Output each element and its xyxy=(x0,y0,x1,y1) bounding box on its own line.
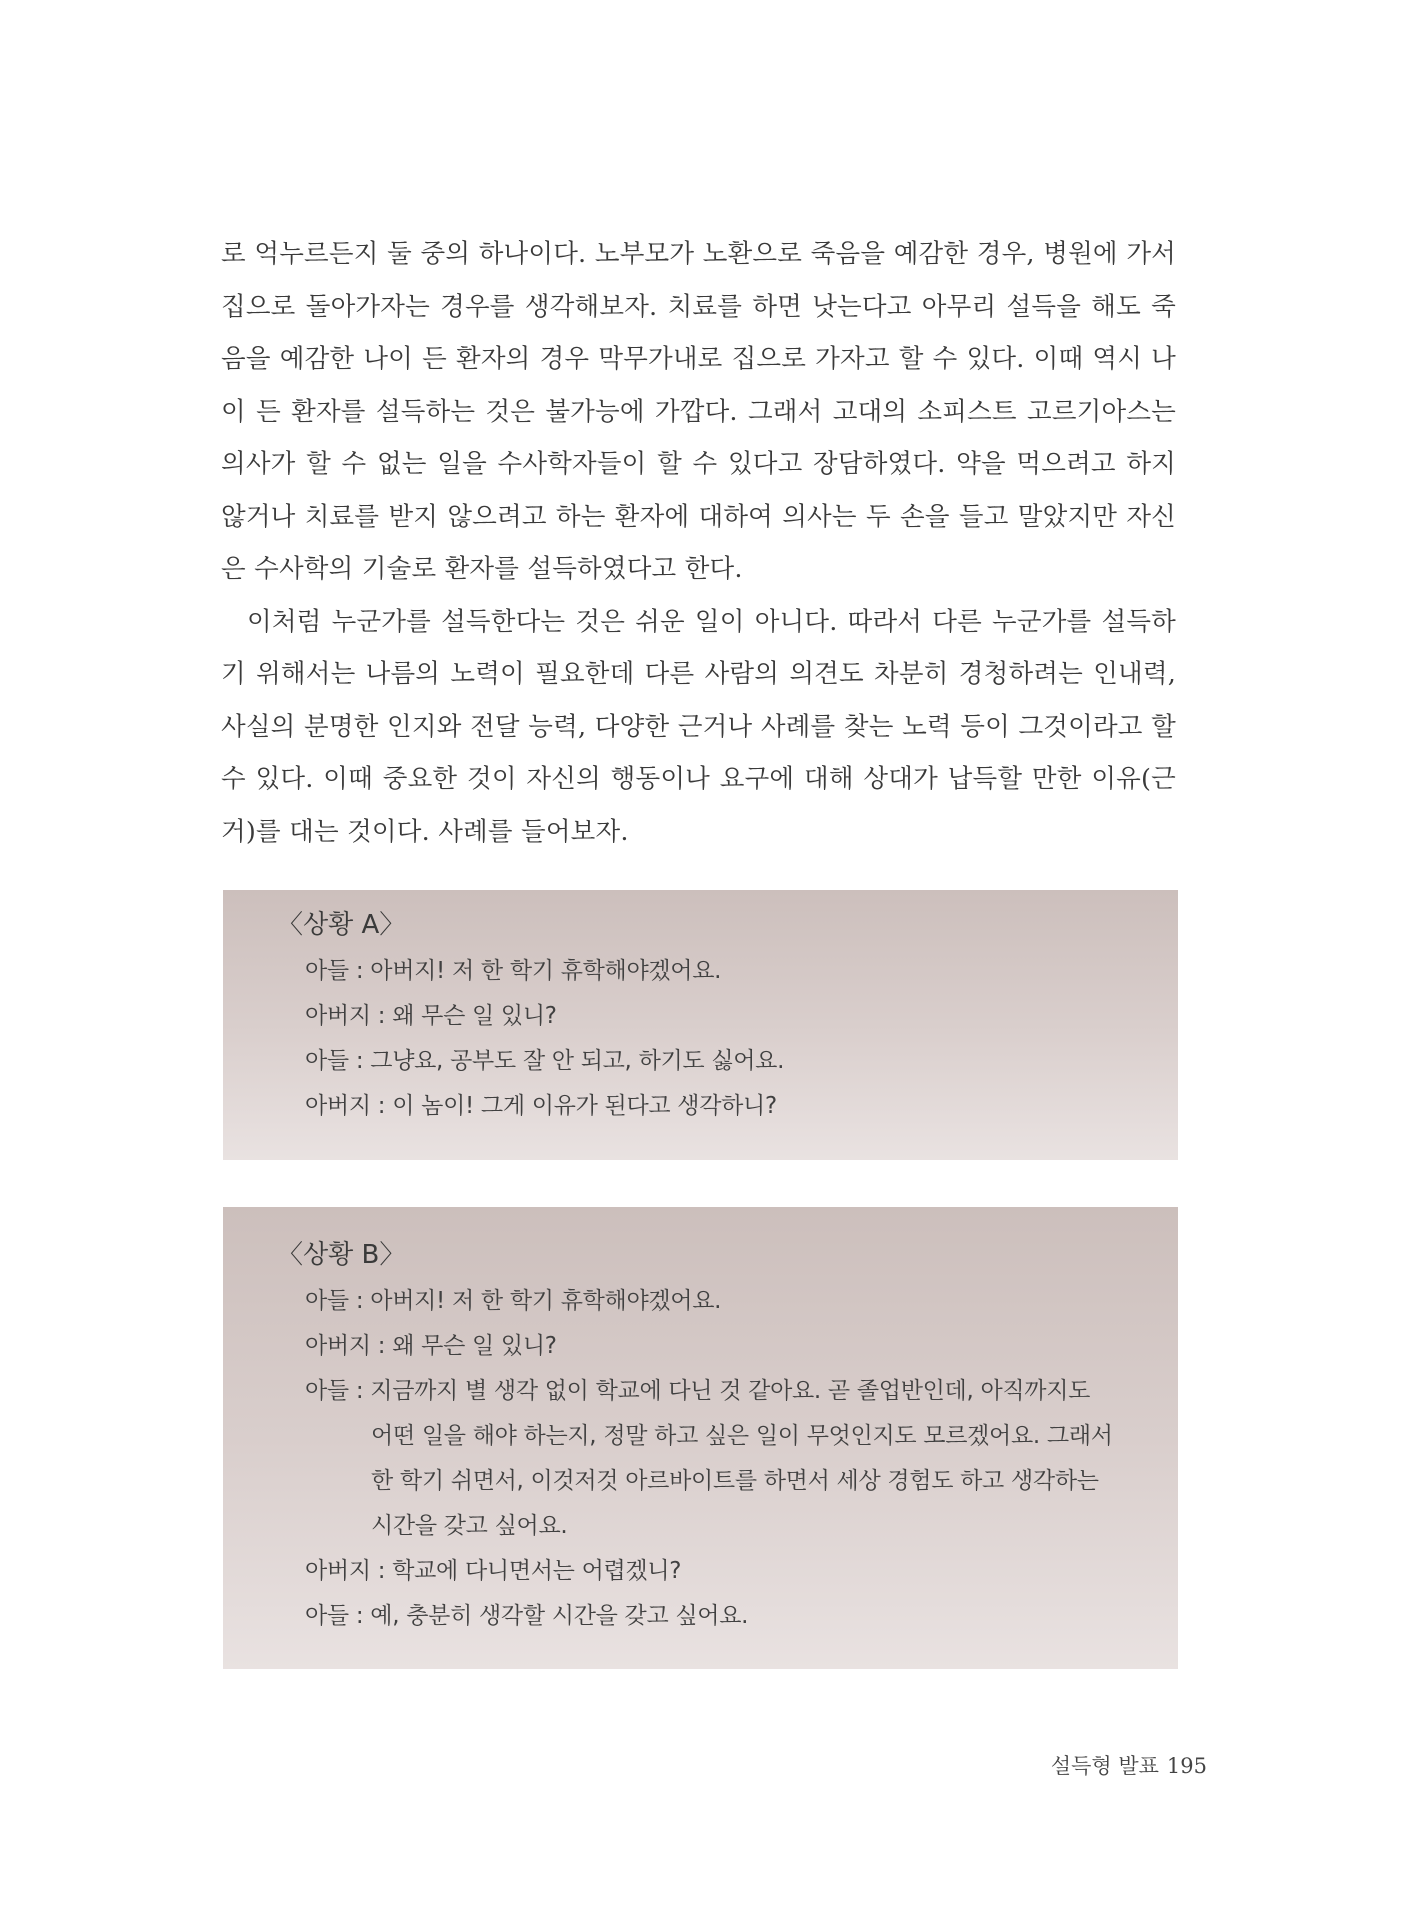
page-number: 195 xyxy=(1166,1754,1207,1778)
situation-a-line-4: 아버지 : 이 놈이! 그게 이유가 된다고 생각하니? xyxy=(305,1093,777,1119)
situation-b-line-1: 아들 : 아버지! 저 한 학기 휴학해야겠어요. xyxy=(305,1288,722,1314)
situation-b-line-6: 시간을 갖고 싶어요. xyxy=(371,1513,568,1539)
section-title: 설득형 발표 xyxy=(1050,1754,1159,1778)
situation-a-line-2: 아버지 : 왜 무슨 일 있니? xyxy=(305,1003,557,1029)
situation-b-line-4: 어떤 일을 해야 하는지, 정말 하고 싶은 일이 무엇인지도 모르겠어요. 그래서 xyxy=(371,1423,1113,1449)
paragraph-1: 로 억누르든지 둘 중의 하나이다. 노부모가 노환으로 죽음을 예감한 경우, 병원에 가서 집으로 돌아가자는 경우를 생각해보자. 치료를 하면 낫는다고 아무리 설득을 해도 죽음을 예감한 나이 든 환자의 경우 막무가내로 집으로 가자고 할 수 있다. 이때 역시 나이 든 환자를 설득하는 것은 불가능에 가깝다. 그래서 고대의 소피스트 고르기아스는 의사가 할 수 없는 일을 수사학자들이 할 수 있다고 장담하였다. 약을 먹으려고 하지 않거나 치료를 받지 않으려고 하는 환자에 대하여 의사는 두 손을 들고 말았지만 자신은 수사학의 기술로 환자를 설득하였다고 한다. xyxy=(221,239,1176,584)
situation-b-line-7: 아버지 : 학교에 다니면서는 어렵겠니? xyxy=(305,1558,682,1584)
situation-a-line-3: 아들 : 그냥요, 공부도 잘 안 되고, 하기도 싫어요. xyxy=(305,1048,785,1074)
situation-b-line-8: 아들 : 예, 충분히 생각할 시간을 갖고 싶어요. xyxy=(305,1603,749,1629)
paragraph-2: 이처럼 누군가를 설득한다는 것은 쉬운 일이 아니다. 따라서 다른 누군가를 설득하기 위해서는 나름의 노력이 필요한데 다른 사람의 의견도 차분히 경청하려는 인내력, 사실의 분명한 인지와 전달 능력, 다양한 근거나 사례를 찾는 노력 등이 그것이라고 할 수 있다. 이때 중요한 것이 자신의 행동이나 요구에 대해 상대가 납득할 만한 이유(근거)를 대는 것이다. 사례를 들어보자. xyxy=(221,606,1176,847)
situation-a-box xyxy=(223,890,1178,1160)
situation-b-line-5: 한 학기 쉬면서, 이것저것 아르바이트를 하면서 세상 경험도 하고 생각하는 xyxy=(371,1468,1099,1494)
situation-b-title: 〈상황 B〉 xyxy=(277,1240,406,1270)
page-footer xyxy=(1051,1750,1207,1780)
situation-b-line-3: 아들 : 지금까지 별 생각 없이 학교에 다닌 것 같아요. 곧 졸업반인데, 아직까지도 xyxy=(305,1378,1091,1404)
situation-a-line-1: 아들 : 아버지! 저 한 학기 휴학해야겠어요. xyxy=(305,958,722,984)
situation-b-line-2: 아버지 : 왜 무슨 일 있니? xyxy=(305,1333,557,1359)
situation-a-title: 〈상황 A〉 xyxy=(277,910,406,940)
situation-b-box xyxy=(223,1207,1178,1669)
body-text xyxy=(221,228,1176,858)
